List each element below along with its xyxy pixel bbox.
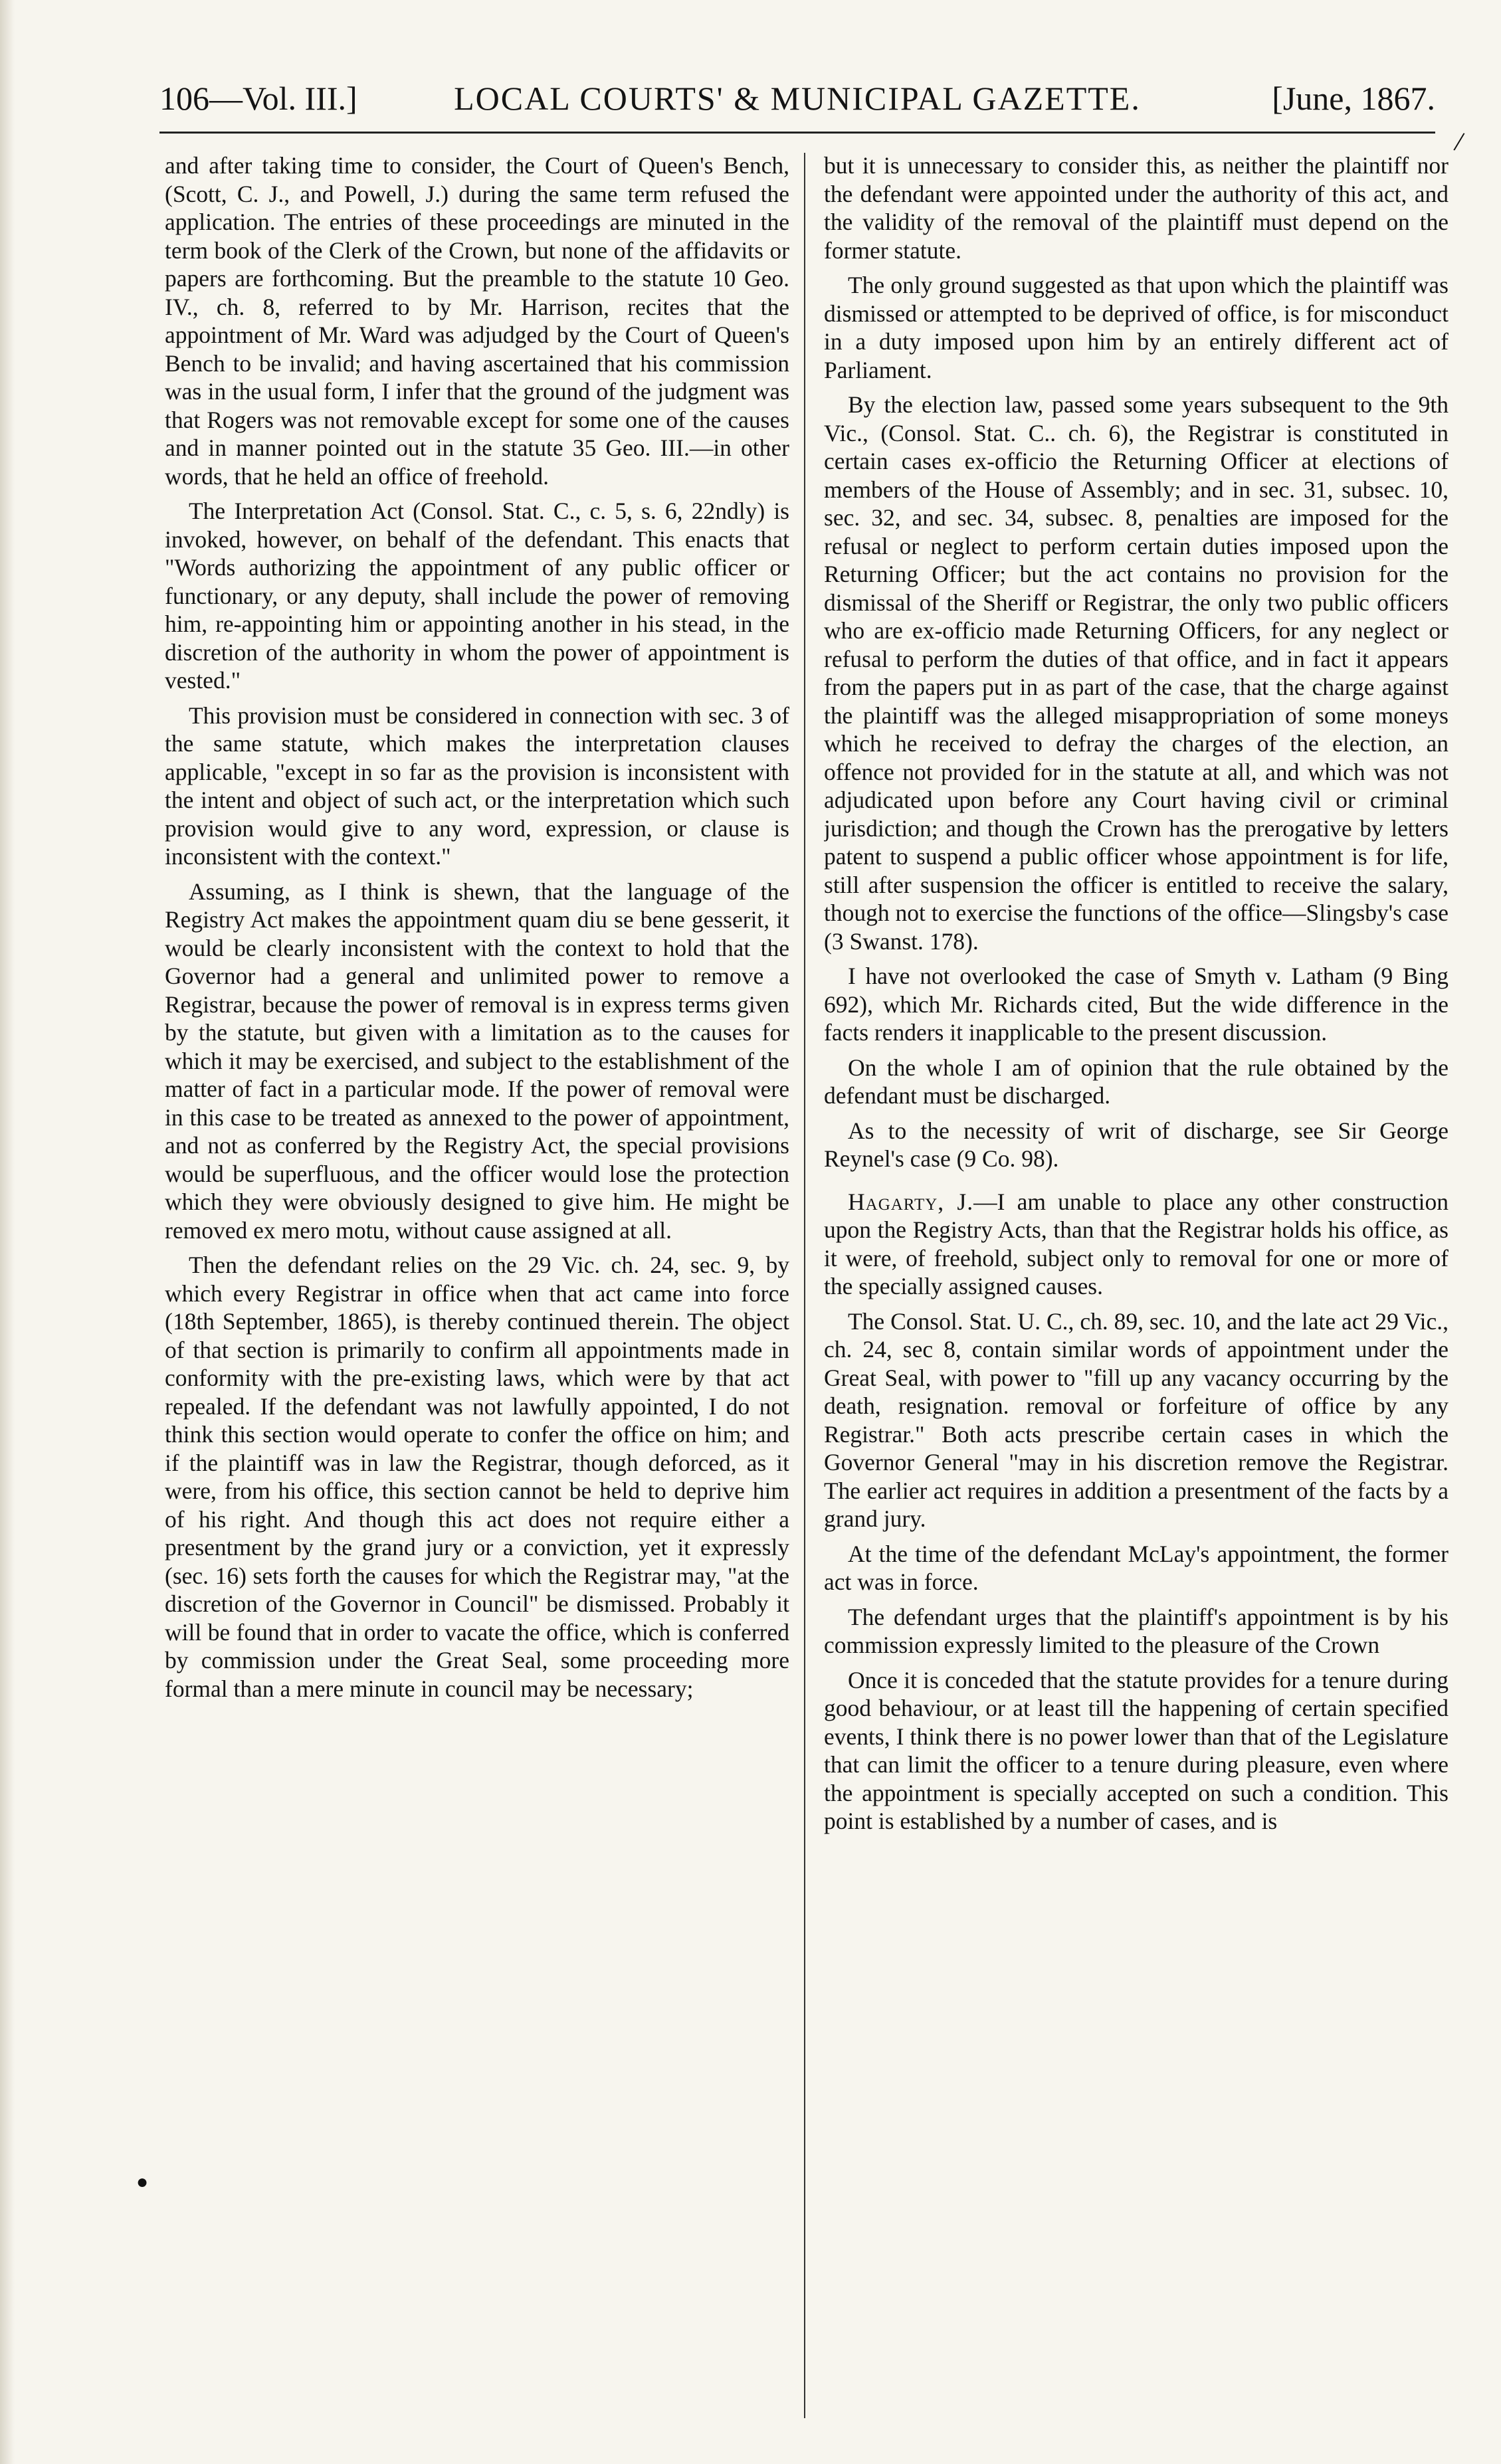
margin-mark-top: / [1452,126,1466,158]
paragraph: The only ground suggested as that upon which the plaintiff was dismissed or attempted to be deprived of office, is for misconduct in a duty imposed upon him by an entirely different act of Parliament. [824,272,1449,383]
left-column [165,151,789,2423]
paragraph: Then the defendant relies on the 29 Vic. ch. 24, sec. 9, by which every Registrar in office when that act came into force (18th September, 1865), is thereby continued therein. The object of that section is primarily to confirm all appointments made in conformity with the pre-existing laws, which were by that act repealed. If the defendant was not lawfully appointed, I do not think this section would operate to confer the office on him; and if the plaintiff was in law the Registrar, though deforced, as it were, from his office, this section cannot be held to deprive him of his right. And though this act does not require either a presentment by the grand jury or a conviction, yet it expressly (sec. 16) sets forth the causes for which the Registrar may, "at the discretion of the Governor in Council" be dismissed. Probably it will be found that in order to vacate the office, which is conferred by commission under the Great Seal, some proceeding more formal than a mere minute in council may be necessary; [165,1252,789,1702]
header-volume-page: 106—Vol. III.] [159,80,357,117]
paragraph: On the whole I am of opinion that the rule obtained by the defendant must be discharged. [824,1054,1449,1109]
header-rule [159,132,1435,134]
judge-name: Hagarty, J. [848,1188,974,1215]
paragraph: As to the necessity of writ of discharge, see Sir George Reynel's case (9 Co. 98). [824,1117,1449,1172]
header-publication-title: LOCAL COURTS' & MUNICIPAL GAZETTE. [454,80,1141,117]
judgment-text: —I am unable to place any other construction upon the Registry Acts, than that the Registrar holds his office, as it were, of freehold, subject only to removal for one or more of the specially assigned causes. [824,1188,1449,1299]
paragraph: Assuming, as I think is shewn, that the language of the Registry Act makes the appointment quam diu se bene gesserit, it would be clearly inconsistent with the context to hold that the Governor had a general and unlimited power to remove a Registrar, because the power of removal is in express terms given by the statute, but given with a limitation as to the causes for which it may be exercised, and subject to the establishment of the matter of fact in a particular mode. If the power of removal were in this case to be treated as annexed to the power of appointment, and not as conferred by the Registry Act, the special provisions would be superfluous, and the officer would lose the protection which they were obviously designed to give him. He might be removed ex mero motu, without cause assigned at all. [165,878,789,1244]
paragraph: By the election law, passed some years subsequent to the 9th Vic., (Consol. Stat. C.. ch. 6), the Registrar is constituted in certain cases ex-officio the Returning Officer at elections of members of the House of Assembly; and in sec. 31, subsec. 10, sec. 32, and sec. 34, subsec. 8, penalties are imposed for the refusal or neglect to perform certain duties imposed upon the Returning Officer; but the act contains no provision for the dismissal of the Sheriff or Registrar, the only two public officers who are ex-officio made Returning Officers, for any neglect or refusal to perform the duties of that office, and in fact it appears from the papers put in as part of the case, that the charge against the plaintiff was the alleged misappropriation of some moneys which he received to defray the charges of the election, an offence not provided for in the statute at all, and which was not adjudicated upon before any Court having civil or criminal jurisdiction; and though the Crown has the prerogative by letters patent to suspend a public officer whose appointment is for life, still after suspension the officer is entitled to receive the salary, though not to exercise the functions of the office—Slingsby's case (3 Swanst. 178). [824,391,1449,955]
paragraph: The defendant urges that the plaintiff's appointment is by his commission expressly limited to the pleasure of the Crown [824,1603,1449,1658]
paragraph: The Interpretation Act (Consol. Stat. C., c. 5, s. 6, 22ndly) is invoked, however, on behalf of the defendant. This enacts that "Words authorizing the appointment of any public officer or functionary, or any deputy, shall include the power of removing him, re-appointing him or appointing another in his stead, in the discretion of the authority in whom the power of appointment is vested." [165,498,789,694]
page-edge-shadow [0,0,15,2464]
paragraph: Once it is conceded that the statute provides for a tenure during good behaviour, or at least till the happening of certain specified events, I think there is no power lower than that of the Legislature that can limit the officer to a tenure during pleasure, even where the appointment is specially accepted on such a condition. This point is established by a number of cases, and is [824,1666,1449,1834]
margin-mark-left: ● [136,2171,149,2193]
judgment-opening [824,1188,1449,1301]
paragraph: The Consol. Stat. U. C., ch. 89, sec. 10, and the late act 29 Vic., ch. 24, sec 8, contain similar words of appointment under the Great Seal, with power to "fill up any vacancy occurring by the death, resignation. removal or forfeiture of office by any Registrar." Both acts prescribe certain cases in which the Governor General "may in his discretion remove the Registrar. The earlier act requires in addition a presentment of the facts by a grand jury. [824,1307,1449,1532]
paragraph: and after taking time to consider, the Court of Queen's Bench, (Scott, C. J., and Powell, J.) during the same term refused the application. The entries of these proceedings are minuted in the term book of the Clerk of the Crown, but none of the affidavits or papers are forthcoming. But the preamble to the statute 10 Geo. IV., ch. 8, referred to by Mr. Harrison, recites that the appointment of Mr. Ward was adjudged by the Court of Queen's Bench to be invalid; and having ascertained that his commission was in the usual form, I infer that the ground of the judgment was that Rogers was not removable except for some one of the causes and in manner pointed out in the statute 35 Geo. III.—in other words, that he held an office of freehold. [165,152,789,490]
page-header [159,78,1435,125]
paragraph: I have not overlooked the case of Smyth v. Latham (9 Bing 692), which Mr. Richards cited, But the wide difference in the facts renders it inapplicable to the present discussion. [824,963,1449,1046]
header-date: [June, 1867. [1272,80,1435,117]
paragraph: At the time of the defendant McLay's appointment, the former act was in force. [824,1540,1449,1595]
right-column [824,151,1449,2423]
paragraph: but it is unnecessary to consider this, as neither the plaintiff nor the defendant were appointed under the authority of this act, and the validity of the removal of the plaintiff must depend on the former statute. [824,152,1449,264]
column-divider [804,153,805,2418]
paragraph: This provision must be considered in connection with sec. 3 of the same statute, which makes the interpretation clauses applicable, "except in so far as the provision is inconsistent with the intent and object of such act, or the interpretation which such provision would give to any word, expression, or clause is inconsistent with the context." [165,702,789,870]
